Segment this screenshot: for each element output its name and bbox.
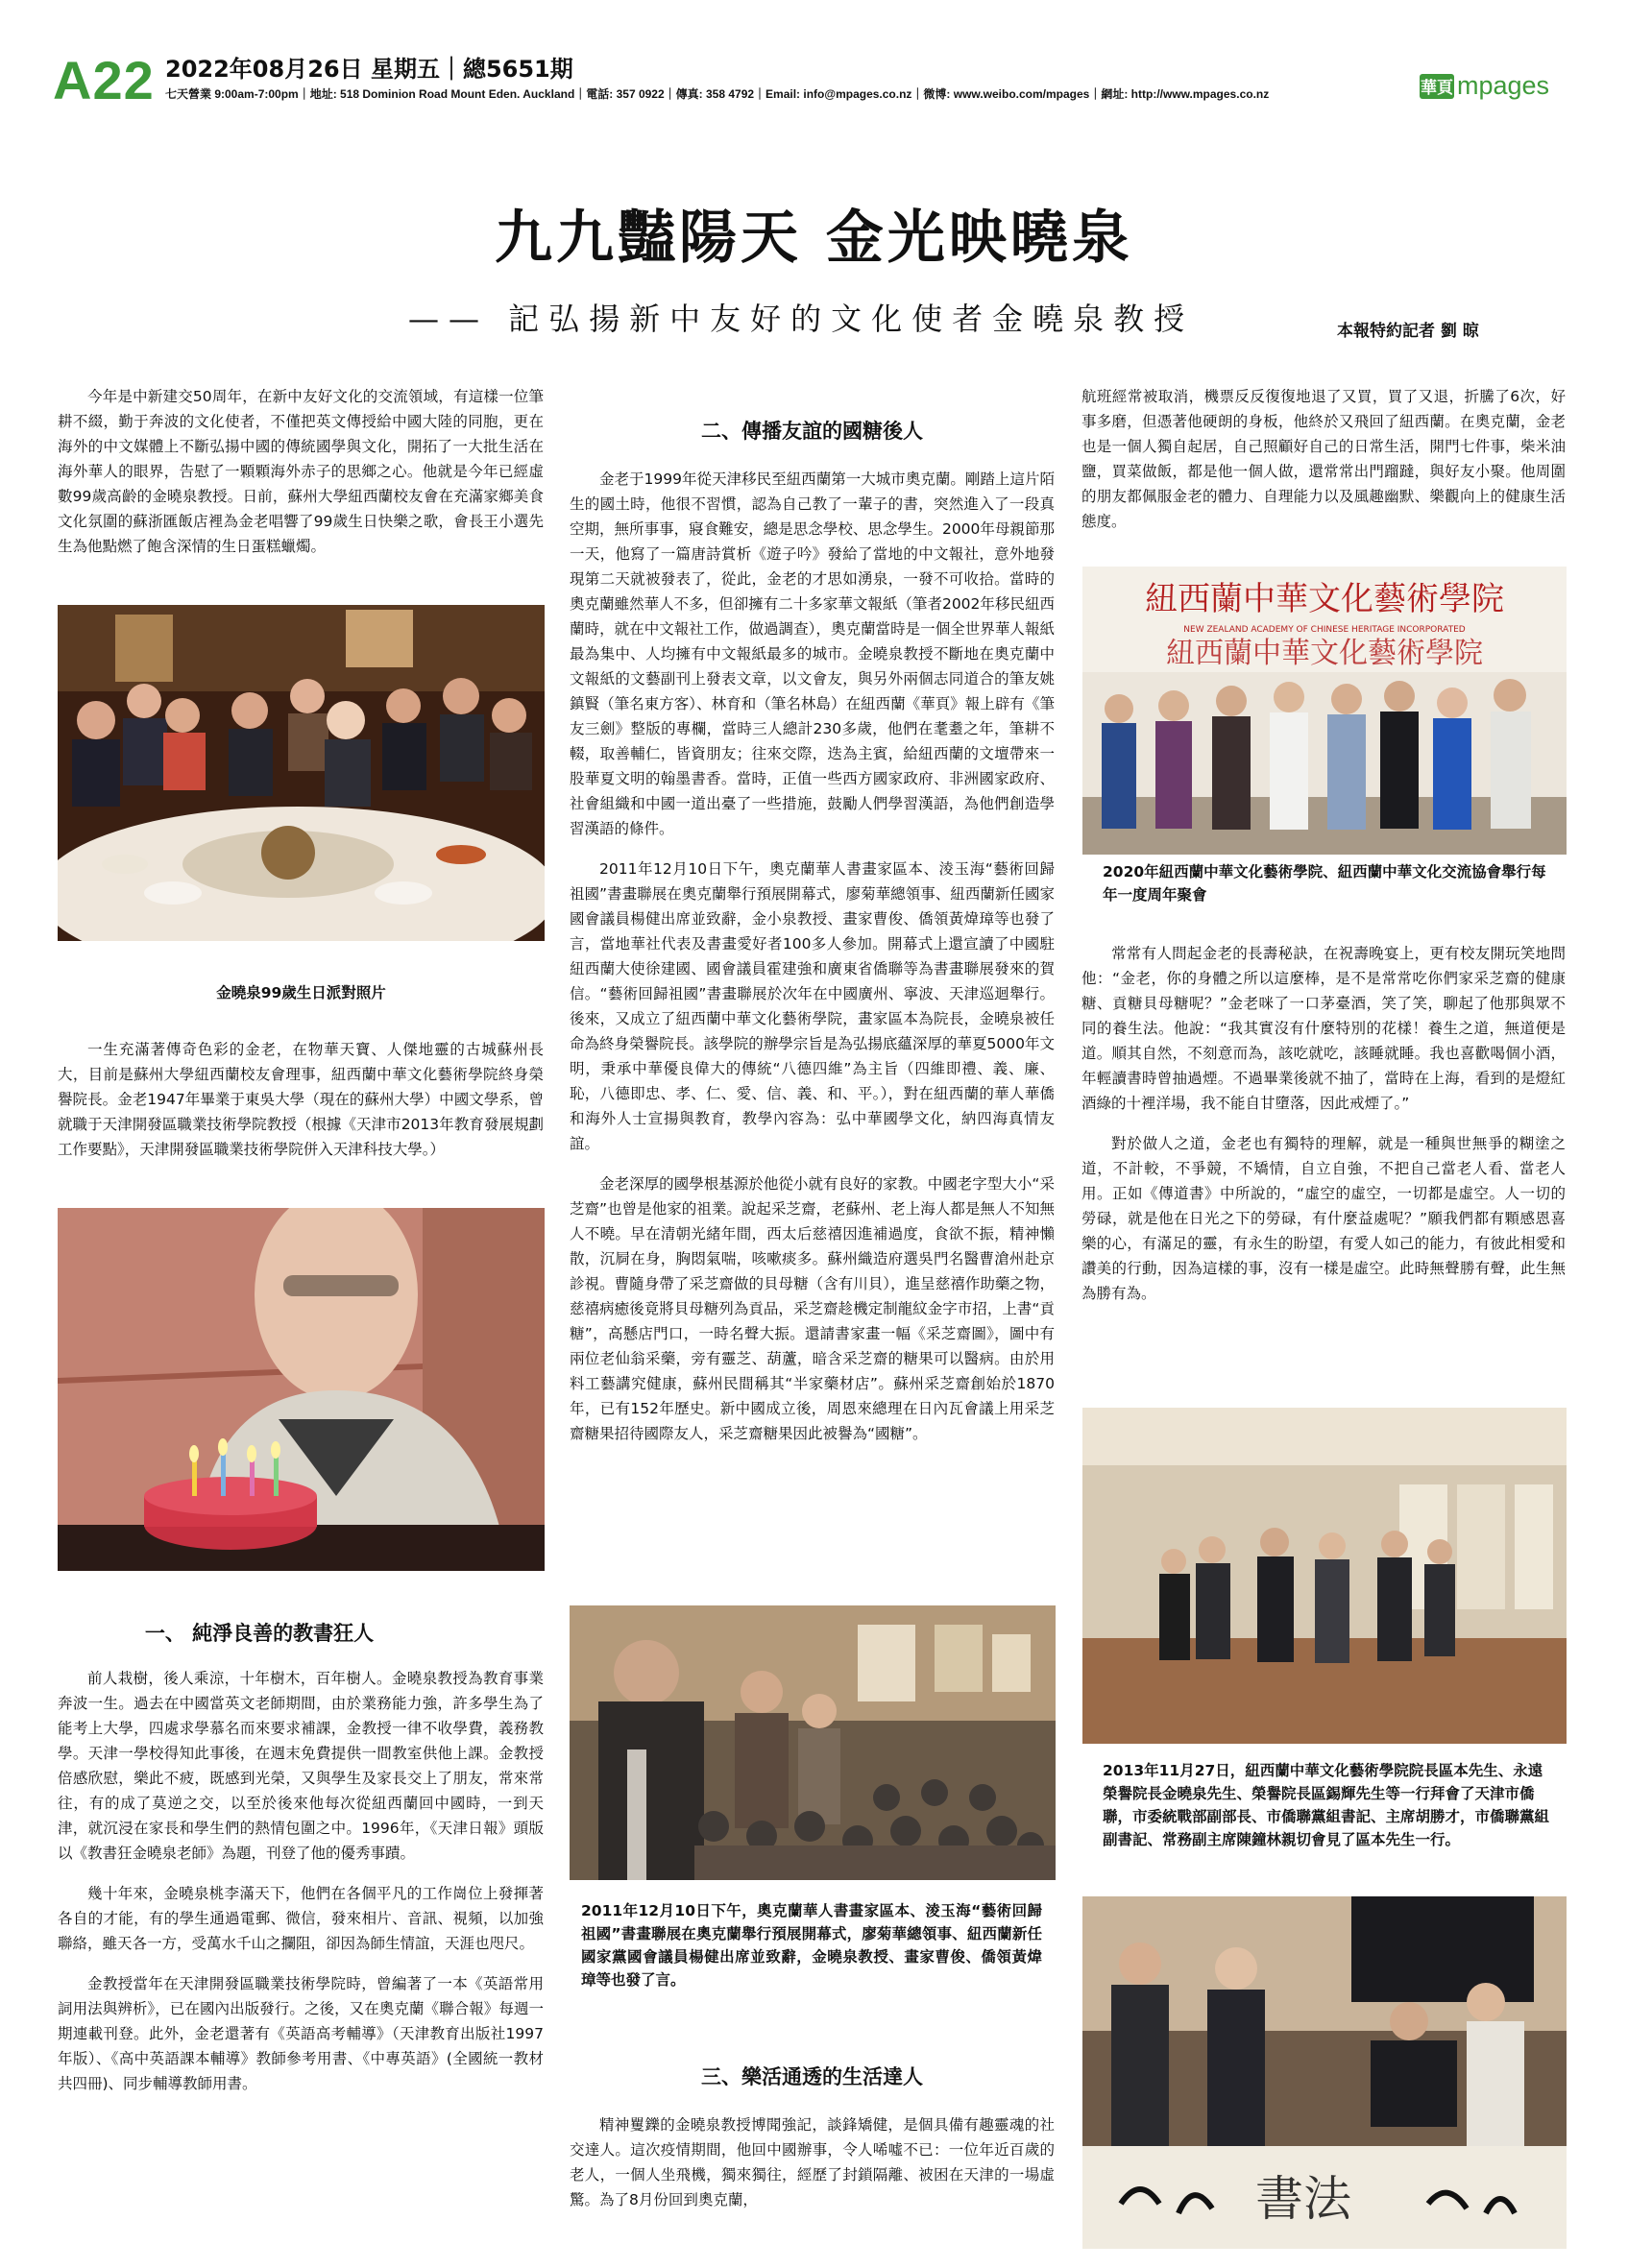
banner-chinese-text: 紐西蘭中華文化藝術學院: [1145, 580, 1504, 618]
academy-gathering-photo: [1082, 567, 1567, 855]
photo-1-caption: 金曉泉99歲生日派對照片: [216, 984, 386, 1001]
column-2-section-3: [570, 2112, 1055, 2228]
calligraphy-strokes: 書法: [1255, 2171, 1351, 2227]
column-2-section-2: [570, 467, 1055, 1461]
article-title: 九九豔陽天 金光映曉泉: [495, 205, 1133, 272]
column-1-bio: [58, 1037, 544, 1177]
s3-paragraph-3: 對於做人之道，金老也有獨特的理解，就是一種與世無爭的糊塗之道，不計較，不爭競，不矯情，自立自強，不把自己當老人看、當老人用。正如《傳道書》中所說的，“虛空的虛空，一切都是虛空。人一切的勞碌，就是他在日光之下的勞碌，有什麼益處呢？”願我們都有顆感恩喜樂的心，有滿足的靈，有永生的盼望，有愛人如己的能力，有彼此相愛和讚美的行動，因為這樣的事，沒有一樣是虛空。此時無聲勝有聲，此生無為勝有為。: [1081, 1135, 1566, 1302]
s1-paragraph-3: 金教授當年在天津開發區職業技術學院時，曾編著了一本《英語常用詞用法與辨析》，已在國內出版發行。之後，又在奧克蘭《聯合報》每週一期連載刊登。此外，金老還著有《英語高考輔導》（天津教育出版社1997年版）、《高中英語課本輔導》教師參考用書、《中專英語》(全國統一教材共四冊)、同步輔導教師用書。: [58, 1975, 544, 2092]
birthday-party-photo: [58, 605, 545, 941]
issue-date-line: 2022年08月26日 星期五｜總5651期: [165, 56, 573, 83]
intro-paragraph: 今年是中新建交50周年，在新中友好文化的交流領域，有這樣一位筆耕不綴，勤于奔波的文化使者，不僅把英文傳授給中國大陸的同胞，更在海外的中文媒體上不斷弘揚中國的傳統國學與文化，開拓了一大批生活在海外華人的眼界，告慰了一顆顆海外赤子的思鄉之心。他就是今年已經虛數99歲高齡的金曉泉教授。日前，蘇州大學紐西蘭校友會在充滿家鄉美食文化氛圍的蘇浙匯飯店裡為金老唱響了99歲生日快樂之歌，會長王小選先生為他點燃了飽含深情的生日蛋糕蠟燭。: [58, 388, 544, 555]
s2-paragraph-1: 金老于1999年從天津移民至紐西蘭第一大城市奧克蘭。剛踏上這片陌生的國土時，他很不習慣，認為自己教了一輩子的書，突然進入了一段真空期，無所事事，寢食難安，總是思念學校、思念學生。2000年母親節那一天，他寫了一篇唐詩賞析《遊子吟》發給了當地的中文報社，意外地發現第二天就被發表了，從此，金老的才思如湧泉，一發不可收拾。當時的奧克蘭雖然華人不多，但卻擁有二十多家華文報紙（筆者2002年移民紐西蘭時，就在中文報社工作，做過調查），奧克蘭當時是一個全世界華人報紙最為集中、人均擁有中文報紙最多的城市。金曉泉教授不斷地在奧克蘭中文報紙的文藝副刊上發表文章，以文會友，與另外兩個志同道合的筆友姚鎮賢（筆名東方客）、林育和（筆名林島）在紐西蘭《華頁》報上辟有《筆友三劍》整版的專欄，當時三人總計230多歲，他們在耄耋之年，筆耕不輟，取善輔仁，皆資朋友；往來交際，迭為主賓，給紐西蘭的文壇帶來一股華夏文明的翰墨書香。當時，正值一些西方國家政府、非洲國家政府、社會組織和中國一道出臺了一些措施，鼓勵人們學習漢語，為他們創造學習漢語的條件。: [570, 470, 1055, 837]
column-3-longevity: [1081, 941, 1566, 1321]
s1-paragraph-2: 幾十年來，金曉泉桃李滿天下，他們在各個平凡的工作崗位上發揮著各自的才能，有的學生通過電郵、微信，發來相片、音訊、視頻，以加強聯絡，雖天各一方，受萬水千山之攔阻，卻因為師生情誼，天涯也咫尺。: [58, 1885, 544, 1952]
logo-text: mpages: [1457, 71, 1550, 100]
column-3-continued: [1081, 384, 1566, 549]
tianjin-visit-photo: [1082, 1408, 1567, 1744]
photo-5-caption: 2013年11月27日，紐西蘭中華文化藝術學院院長區本先生、永遠榮譽院長金曉泉先生、榮譽院長區錫輝先生等一行拜會了天津市僑聯，市委統戰部副部長、市僑聯黨組書記、主席胡勝才，市僑聯黨組副書記、常務副主席陳鐘林親切會見了區本先生一行。: [1103, 1762, 1550, 1848]
section-1-heading: 一、 純淨良善的教書狂人: [144, 1621, 375, 1645]
column-1-intro: [58, 384, 544, 574]
logo-mark: 華頁: [1420, 74, 1454, 99]
mpages-logo: [1420, 71, 1549, 101]
s3-paragraph-1-continued: 航班經常被取消，機票反反復復地退了又買，買了又退，折騰了6次，好事多磨，但憑著他硬朗的身板，他終於又飛回了紐西蘭。在奧克蘭，金老也是一個人獨自起居，自己照顧好自己的日常生活，開門七件事，柴米油鹽，買菜做飯，都是他一個人做，還常常出門蹓躂，與好友小聚。他周圍的朋友都佩服金老的體力、自理能力以及風趣幽默、樂觀向上的健康生活態度。: [1081, 388, 1566, 530]
contact-info-line: 七天營業 9:00am-7:00pm｜地址: 518 Dominion Road Mount Eden. Auckland｜電話: 357 0922｜傳真: 358 4792｜Email: info@mpages.co.nz｜微博: www.weibo.com/mpages｜網址: http://www.mpages.co.nz: [165, 87, 1270, 101]
s3-paragraph-2: 常常有人問起金老的長壽秘訣，在祝壽晚宴上，更有校友開玩笑地問他：“金老，你的身體之所以這麼棒，是不是常常吃你們家采芝齋的健康糖、貢糖貝母糖呢？”金老咪了一口茅臺酒，笑了笑，聊起了他那與眾不同的養生法。他說：“我其實沒有什麼特別的花樣！養生之道，無道便是道。順其自然，不刻意而為，該吃就吃，該睡就睡。我也喜歡喝個小酒，年輕讀書時曾抽過煙。不過畢業後就不抽了，當時在上海，看到的是燈紅酒綠的十裡洋場，我不能自甘墮落，因此戒煙了。”: [1081, 945, 1566, 1112]
exhibition-opening-photo: [570, 1605, 1056, 1880]
birthday-cake-photo: [58, 1208, 545, 1571]
photo-4-caption: 2020年紐西蘭中華文化藝術學院、紐西蘭中華文化交流協會舉行每年一度周年聚會: [1103, 863, 1546, 904]
s2-paragraph-3: 金老深厚的國學根基源於他從小就有良好的家教。中國老字型大小“采芝齋”也曾是他家的祖業。說起采芝齋，老蘇州、老上海人都是無人不知無人不曉。早在清朝光緒年間，西太后慈禧因進補過度，食欲不振，精神懶散，沉屙在身，胸悶氣喘，咳嗽痰多。蘇州織造府選吳門名醫曹滄州赴京診視。曹隨身帶了采芝齋做的貝母糖（含有川貝），進呈慈禧作助藥之物，慈禧病癒後竟將貝母糖列為貢品，采芝齋趁機定制龍紋金字市招，上書“貢糖”，高懸店門口，一時名聲大振。還請書家畫一幅《采芝齋圖》，圖中有兩位老仙翁采藥，旁有靈芝、葫蘆，暗含采芝齋的糖果可以醫病。由於用料工藝講究健康，蘇州民間稱其“半家藥材店”。蘇州采芝齋創始於1870年，已有152年歷史。新中國成立後，周恩來總理在日內瓦會議上用采芝齋糖果招待國際友人，采芝齋糖果因此被譽為“國糖”。: [570, 1175, 1055, 1442]
section-2-heading: 二、傳播友誼的國糖後人: [701, 419, 923, 443]
section-3-heading: 三、樂活通透的生活達人: [701, 2064, 923, 2088]
s1-paragraph-1: 前人栽樹，後人乘涼，十年樹木，百年樹人。金曉泉教授為教育事業奔波一生。過去在中國當英文老師期間，由於業務能力強，許多學生為了能考上大學，四處求學慕名而來要求補課，金教授一律不收學費，義務教學。天津一學校得知此事後，在週末免費提供一間教室供他上課。金教授倍感欣慰，樂此不疲，既感到光榮，又與學生及家長交上了朋友，常來常往，有的成了莫逆之交，以至於後來他每次從紐西蘭回中國時，一到天津，就沉浸在家長和學生們的熱情包圍之中。1996年，《天津日報》頭版以《教書狂金曉泉老師》為題，刊登了他的優秀事蹟。: [58, 1670, 544, 1862]
photo-3-caption: 2011年12月10日下午，奧克蘭華人書畫家區本、淩玉海“藝術回歸祖國”書畫聯展在奧克蘭舉行預展開幕式，廖菊華總領事、紐西蘭新任國家黨國會議員楊健出席並致辭，金曉泉教授、畫家曹俊、僑領黃煒璋等也發了言。: [581, 1902, 1042, 1989]
s2-paragraph-2: 2011年12月10日下午，奧克蘭華人書畫家區本、淩玉海“藝術回歸祖國”書畫聯展在奧克蘭舉行預展開幕式，廖菊華總領事、紐西蘭新任國家 國會議員楊健出席並致辭，金小泉教授、畫家曹俊、僑領黃煒璋等也發了言，當地華社代表及書畫愛好者100多人參加。開幕式上還宣讀了中國駐紐西蘭大使徐建國、國會議員霍建強和廣東省僑聯等為書畫聯展發來的賀信。“藝術回歸祖國”書畫聯展於次年在中國廣州、寧波、天津巡迴舉行。後來，又成立了紐西蘭中華文化藝術學院，畫家區本為院長，金曉泉被任命為終身榮譽院長。該學院的辦學宗旨是為弘揚底蘊深厚的華夏5000年文明，秉承中華優良偉大的傳統“八德四維”為主旨（四維即禮、義、廉、恥，八德即忠、孝、仁、愛、信、義、和、平。），對在紐西蘭的華人華僑和海外人士宣揚與教育，教學內容為：弘中華國學文化，納四海真情友誼。: [570, 860, 1055, 1152]
banner-chinese-text-2: 紐西蘭中華文化藝術學院: [1166, 637, 1483, 670]
article-subtitle: —— 記弘揚新中友好的文化使者金曉泉教授: [408, 301, 1195, 337]
article-byline: 本報特約記者 劉 晾: [1337, 322, 1479, 341]
bio-paragraph: 一生充滿著傳奇色彩的金老，在物華天寶、人傑地靈的古城蘇州長大，目前是蘇州大學紐西蘭校友會理事，紐西蘭中華文化藝術學院終身榮譽院長。金老1947年畢業于東吳大學（現在的蘇州大學）中國文學系，曾就職于天津開發區職業技術學院教授（根據《天津市2013年教育發展規劃工作要點》，天津開發區職業技術學院併入天津科技大學。）: [58, 1041, 544, 1158]
banner-english-text: NEW ZEALAND ACADEMY OF CHINESE HERITAGE INCORPORATED: [1183, 625, 1466, 635]
s3-paragraph-1: 精神矍鑠的金曉泉教授博聞強記，談鋒矯健，是個具備有趣靈魂的社交達人。這次疫情期間，他回中國辦事，令人唏噓不已：一位年近百歲的老人，一個人坐飛機，獨來獨往，經歷了封鎖隔離、被困在天津的一場虛驚。為了8月份回到奧克蘭，: [570, 2116, 1055, 2208]
page-number: A22: [53, 50, 155, 110]
column-1-section-1: [58, 1666, 544, 2111]
calligraphy-demo-photo: [1082, 1896, 1567, 2249]
